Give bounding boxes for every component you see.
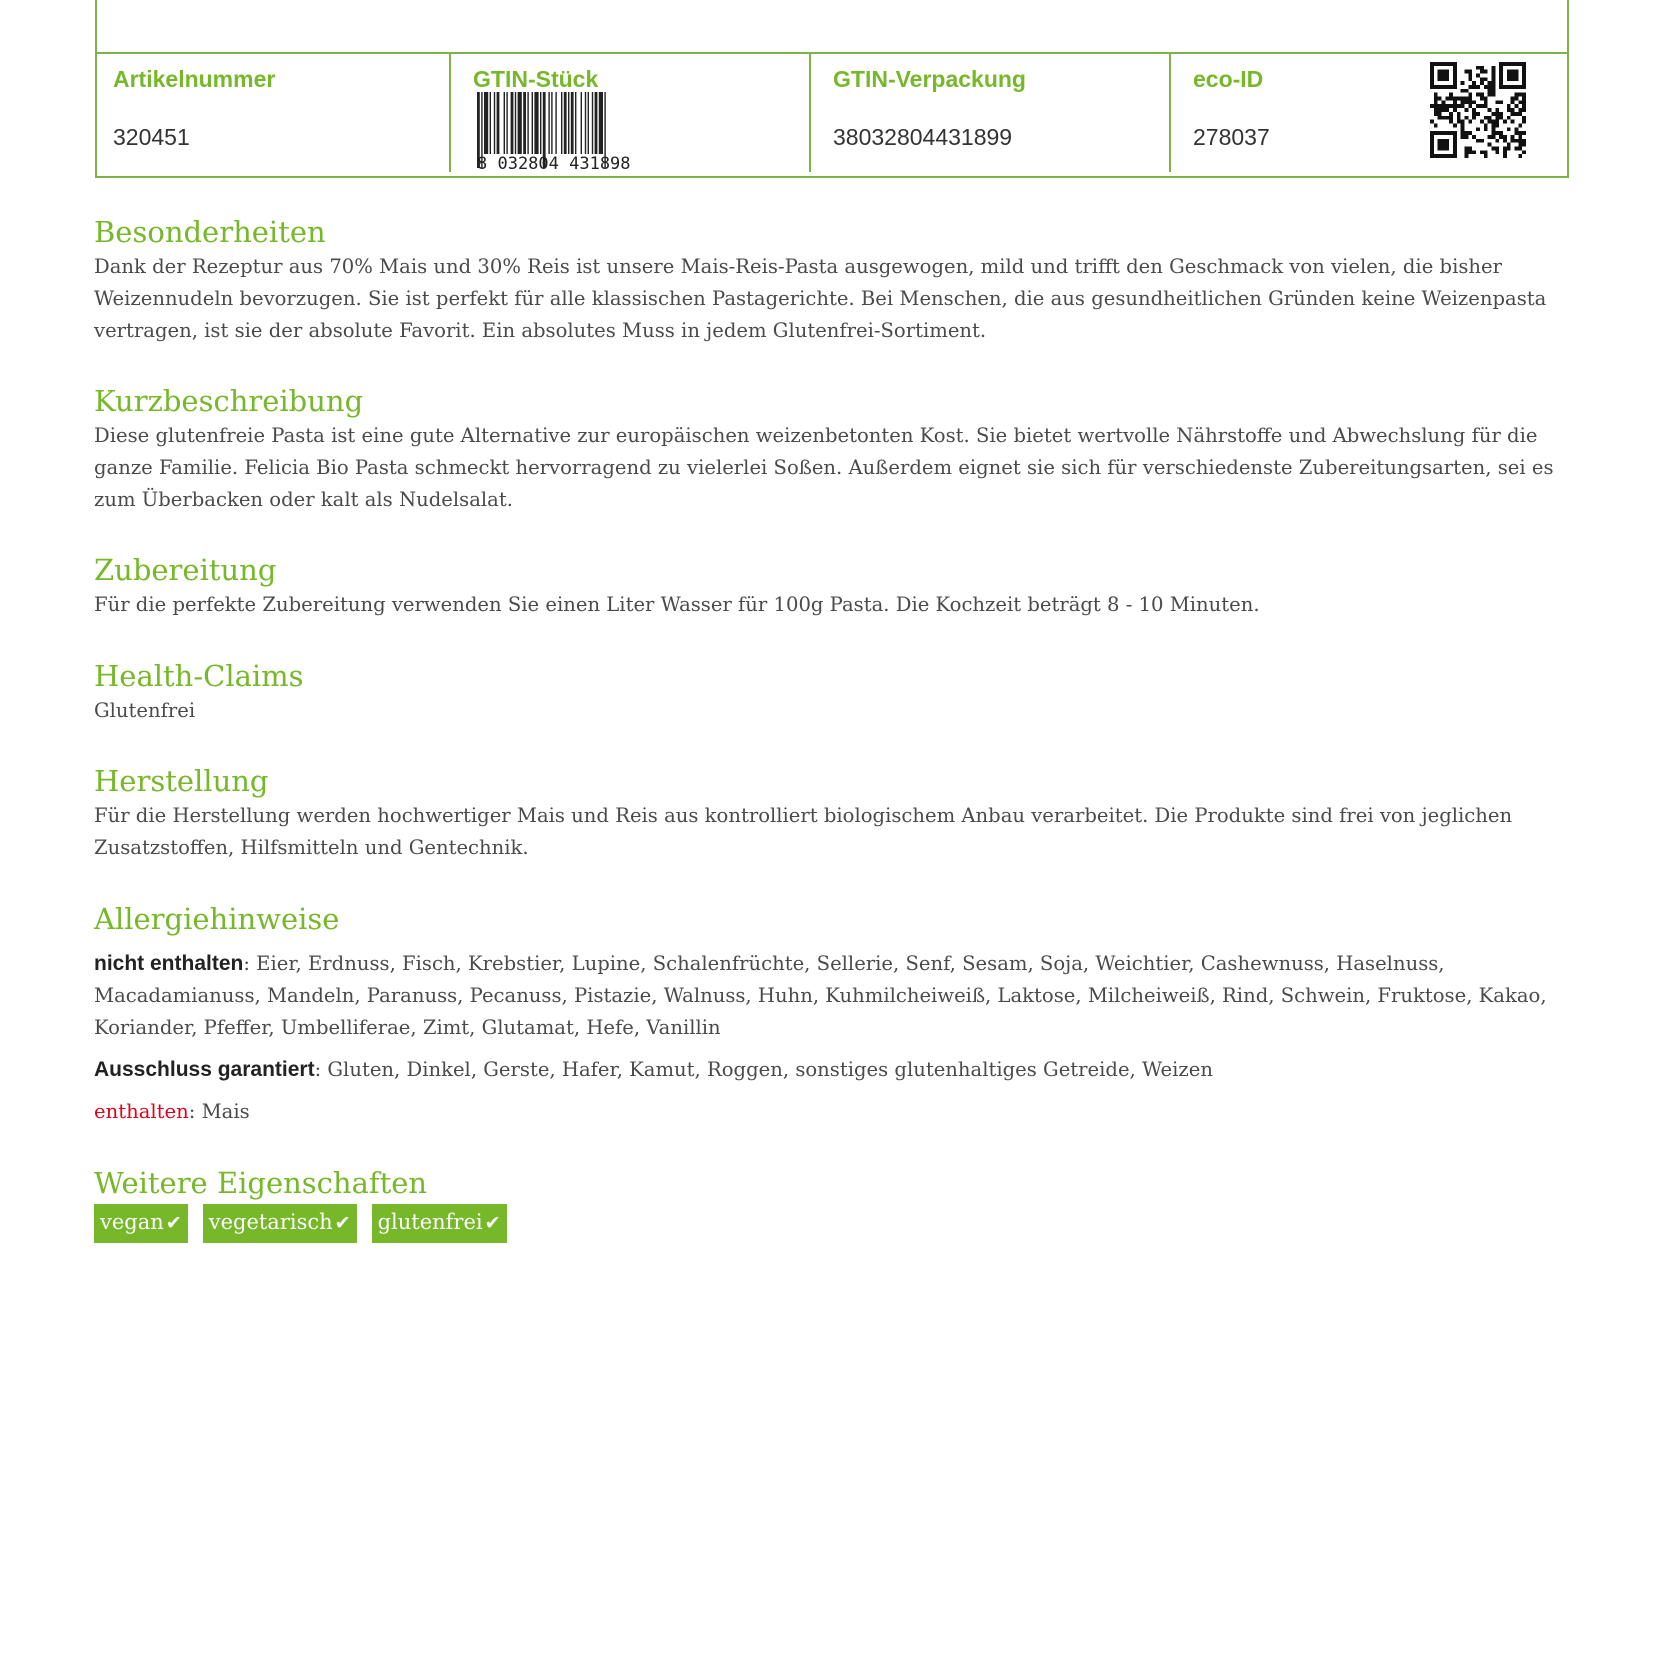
allergy-label: nicht enthalten [94,952,244,975]
allergy-not-contained [94,948,1584,1044]
barcode-bar [575,92,576,154]
tag-vegetarisch [203,1204,357,1243]
tag-vegan [94,1204,188,1243]
barcode-bar [599,92,603,154]
section-text: Für die Herstellung werden hochwertiger Mais und Reis aus kontrolliert biologischem Anbau verarbeitet. Die Produkte sind frei von jeglichen Zusatzstoffen, Hilfsmitteln und Gentechnik. [94,804,1513,859]
barcode-bar [564,92,567,154]
gtin-verpackung-cell [815,54,1165,174]
allergy-label: Ausschluss garantiert [94,1058,315,1081]
allergy-list: : Eier, Erdnuss, Fisch, Krebstier, Lupine, Schalenfrüchte, Sellerie, Senf, Sesam, Soja, Weichtier, Cashewnuss, Haselnuss, Macadamianuss, Mandeln, Paranuss, Pecanuss, Pistazie, Walnuss, Huhn, Kuhmilcheiweiß, Laktose, Milcheiweiß, Rind, Schwein, Fruktose, Kakao, Koriander, Pfeffer, Umbelliferae, Zimt, Glutamat, Hefe, Vanillin [94,952,1547,1039]
artikelnummer-label: Artikelnummer [113,66,276,92]
barcode-bar [504,92,505,154]
tag-label: vegetarisch [208,1210,333,1234]
barcode-bar [561,92,562,154]
barcode-bar [581,92,582,154]
eco-id-value: 278037 [1193,124,1270,150]
section-text: Diese glutenfreie Pasta ist eine gute Alternative zur europäischen weizenbetonten Kost. Sie bietet wertvolle Nährstoffe und Abwechslung für die ganze Familie. Felicia Bio Pasta schmeckt hervorragend zu vielerlei Soßen. Außerdem eignet sie sich für verschiedenste Zubereitungsarten, sei es zum Überbacken oder kalt als Nudelsalat. [94,424,1554,511]
barcode-bar [494,92,495,154]
section-herstellung [94,762,1584,864]
section-title: Zubereitung [94,553,277,587]
section-title: Besonderheiten [94,215,326,249]
barcode-bar [568,92,569,154]
check-icon: ✔ [484,1212,501,1234]
section-text: Glutenfrei [94,699,196,722]
barcode-bar [515,92,516,154]
barcode-bar [527,92,528,154]
barcode-bar [555,92,556,154]
column-separator [1169,54,1171,172]
barcode-bar [497,92,500,154]
barcode-bar [540,92,541,154]
barcode-bar [551,92,552,154]
tag-glutenfrei [372,1204,507,1243]
artikelnummer-cell [95,54,445,174]
check-icon: ✔ [165,1212,182,1234]
section-besonderheiten [94,213,1584,347]
section-text: Für die perfekte Zubereitung verwenden Sie einen Liter Wasser für 100g Pasta. Die Kochzeit beträgt 8 - 10 Minuten. [94,593,1260,616]
tag-label: glutenfrei [377,1210,483,1234]
allergy-contained [94,1096,1584,1128]
allergy-list: : Mais [188,1100,250,1123]
artikelnummer-value: 320451 [113,124,190,150]
allergy-list: : Gluten, Dinkel, Gerste, Hafer, Kamut, Roggen, sonstiges glutenhaltiges Getreide, Weizen [314,1058,1213,1081]
section-title: Health-Claims [94,659,304,693]
qr-code [1430,62,1526,158]
eco-id-label: eco-ID [1193,66,1264,92]
section-allergiehinweise [94,900,1584,1128]
section-zubereitung [94,551,1584,621]
barcode-bar [518,92,522,154]
barcode-bar [595,92,598,154]
barcode-bar [592,92,593,154]
section-kurzbeschreibung [94,382,1584,516]
allergy-label-contained: enthalten [94,1100,189,1123]
section-title: Herstellung [94,764,269,798]
column-separator [809,54,811,172]
gtin-barcode [475,92,655,172]
barcode-bar [585,92,586,154]
barcode-bar [511,92,514,154]
barcode-bar [571,92,574,154]
barcode-bar [506,92,507,154]
section-text: Dank der Rezeptur aus 70% Mais und 30% Reis ist unsere Mais-Reis-Pasta ausgewogen, mild und trifft den Geschmack von vielen, die bisher Weizennudeln bevorzugen. Sie ist perfekt für alle klassischen Pastagerichte. Bei Menschen, die aus gesundheitlichen Gründen keine Weizenpasta vertragen, ist sie der absolute Favorit. Ein absolutes Muss in jedem Glutenfrei-Sortiment. [94,255,1547,342]
barcode-number: 8 032804 431898 [477,154,631,172]
gtin-stueck-label: GTIN-Stück [473,66,599,92]
barcode-bar [523,92,526,154]
column-separator [449,54,451,172]
barcode-bar [588,92,589,154]
tag-label: vegan [100,1210,164,1234]
allergy-excluded [94,1054,1584,1086]
gtin-verpackung-label: GTIN-Verpackung [833,66,1026,92]
section-title: Weitere Eigenschaften [94,1166,428,1200]
barcode-bar [484,92,488,154]
section-title: Kurzbeschreibung [94,384,364,418]
section-weitere-eigenschaften [94,1164,1584,1243]
section-title: Allergiehinweise [94,902,340,936]
barcode-bar [534,92,538,154]
section-health-claims [94,657,1584,727]
property-tags [94,1204,1584,1243]
barcode-bar [532,92,533,154]
gtin-verpackung-value: 38032804431899 [833,124,1013,150]
check-icon: ✔ [334,1212,351,1234]
barcode-bar [490,92,491,154]
barcode-bar [548,92,549,154]
